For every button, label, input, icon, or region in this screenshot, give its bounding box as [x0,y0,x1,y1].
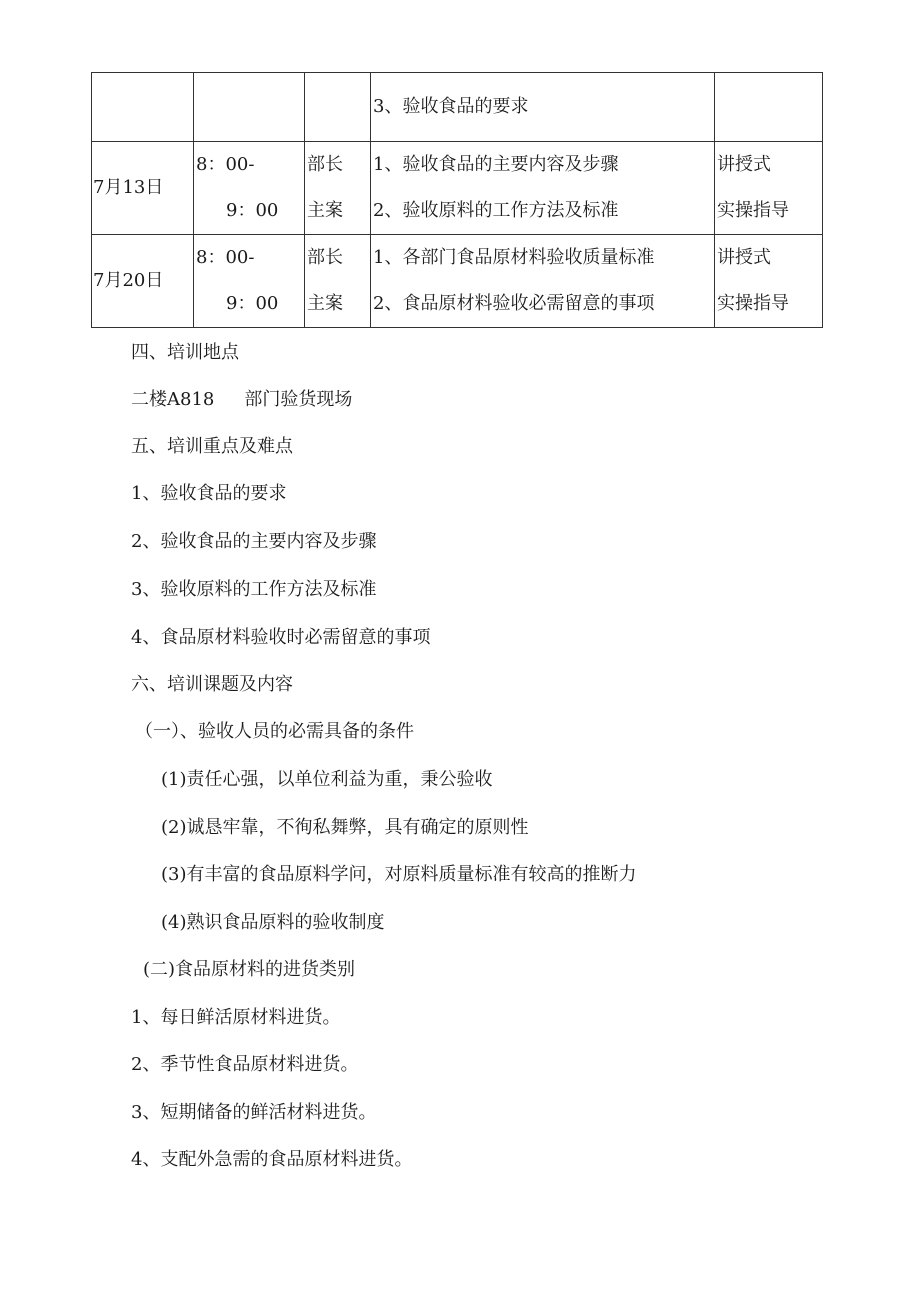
list-item: (2)诚恳牢靠，不徇私舞弊，具有确定的原则性 [161,817,529,838]
time-cell [194,235,305,328]
content-line: 1、验收食品的主要内容及步骤 [373,154,619,175]
table-row [92,235,823,328]
location-site: 部门验货现场 [244,389,353,410]
content-line: 2、食品原材料验收必需留意的事项 [373,293,655,314]
list-item: (1)责任心强，以单位利益为重，秉公验收 [161,769,493,790]
method-cell [715,73,823,142]
content-cell [371,142,715,235]
instructor-cell [305,73,371,142]
section-heading: 四、培训地点 [131,342,239,363]
date-cell [92,73,194,142]
section-heading: 五、培训重点及难点 [131,436,293,457]
subsection-heading: （一）、验收人员的必需具备的条件 [135,721,414,742]
list-item: (4)熟识食品原料的验收制度 [161,912,385,933]
instructor-secondary: 主案 [307,200,343,221]
method-cell [715,235,823,328]
list-item: 2、验收食品的主要内容及步骤 [131,531,377,552]
content-cell: 3、验收食品的要求 [371,73,715,142]
instructor-secondary: 主案 [307,293,343,314]
list-item: 2、季节性食品原材料进货。 [131,1054,359,1075]
method-line: 讲授式 [717,154,771,175]
training-location [131,388,352,412]
content-cell [371,235,715,328]
list-item: 1、每日鲜活原材料进货。 [131,1007,341,1028]
list-item: 4、支配外急需的食品原材料进货。 [131,1149,413,1170]
time-cell [194,73,305,142]
time-start: 8：00- [196,247,255,268]
instructor-cell [305,142,371,235]
list-item: 1、验收食品的要求 [131,483,287,504]
content-line: 1、各部门食品原材料验收质量标准 [373,247,655,268]
content-line: 2、验收原料的工作方法及标准 [373,200,619,221]
instructor-cell [305,235,371,328]
table-row [92,142,823,235]
time-cell [194,142,305,235]
training-schedule-table [91,72,823,328]
location-room: 二楼A818 [131,389,215,410]
list-item: 4、食品原材料验收时必需留意的事项 [131,627,431,648]
method-line: 实操指导 [717,200,789,221]
date-cell: 7月20日 [92,235,194,328]
table-row [92,73,823,142]
instructor-primary: 部长 [307,247,343,268]
time-end: 9：00 [226,293,279,314]
section-heading: 六、培训课题及内容 [131,674,293,695]
time-end: 9：00 [226,200,279,221]
method-cell [715,142,823,235]
method-line: 实操指导 [717,293,789,314]
list-item: 3、短期储备的鲜活材料进货。 [131,1102,377,1123]
instructor-primary: 部长 [307,154,343,175]
time-start: 8：00- [196,154,255,175]
subsection-heading: (二)食品原材料的进货类别 [143,959,356,980]
method-line: 讲授式 [717,247,771,268]
list-item: 3、验收原料的工作方法及标准 [131,579,377,600]
list-item: (3)有丰富的食品原料学问，对原料质量标准有较高的推断力 [161,864,637,885]
date-cell: 7月13日 [92,142,194,235]
